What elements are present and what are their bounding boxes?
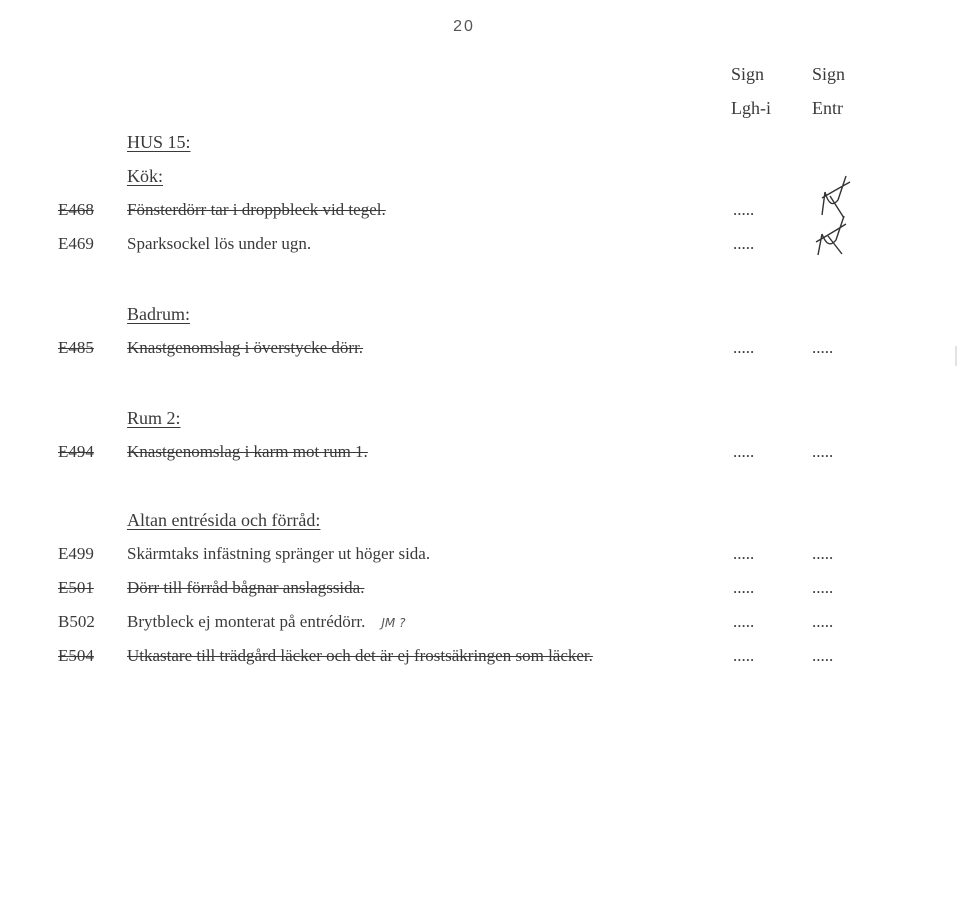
scan-edge-mark	[955, 346, 957, 366]
sign-lgh: .....	[733, 646, 755, 665]
header-sign-lgh-line1: Sign	[731, 64, 765, 84]
section-heading-kok	[127, 166, 163, 187]
section-colon: :	[158, 166, 164, 186]
section-heading-altan	[127, 510, 320, 531]
item-code: E499	[58, 544, 94, 563]
section-heading-rum2	[127, 408, 181, 429]
section-colon: :	[185, 304, 191, 324]
section-colon: :	[175, 408, 181, 428]
sign-lgh: .....	[733, 578, 755, 597]
sign-lgh: .....	[733, 338, 755, 357]
header-sign-entr-line2: Entr	[812, 98, 843, 118]
header-sign-lgh-line2: Lgh-i	[731, 98, 771, 118]
item-text: Skärmtaks infästning spränger ut höger sida.	[127, 544, 431, 563]
handwritten-note: JM ?	[381, 616, 406, 630]
list-item	[0, 578, 960, 602]
item-text: Knastgenomslag i överstycke dörr.	[127, 338, 364, 357]
item-code: E468	[58, 200, 94, 219]
house-colon: :	[185, 132, 191, 152]
house-label: HUS 15	[127, 132, 186, 152]
item-text: Brytbleck ej monterat på entrédörr.	[127, 612, 366, 631]
list-item	[0, 612, 960, 636]
sign-lgh: .....	[733, 612, 755, 631]
list-item	[0, 442, 960, 466]
sign-lgh: .....	[733, 442, 755, 461]
list-item	[0, 544, 960, 568]
item-text: Utkastare till trädgård läcker och det är ej frostsäkringen som läcker.	[127, 646, 593, 665]
handwritten-signature	[800, 170, 870, 270]
list-item	[0, 646, 960, 670]
item-code: E485	[58, 338, 94, 357]
sign-entr: .....	[812, 612, 834, 631]
item-text: Fönsterdörr tar i droppbleck vid tegel.	[127, 200, 386, 219]
sign-entr: .....	[812, 578, 834, 597]
section-title: Rum 2	[127, 408, 176, 428]
sign-entr: .....	[812, 442, 834, 461]
list-item	[0, 338, 960, 362]
sign-lgh: .....	[733, 234, 755, 253]
item-code: E501	[58, 578, 94, 597]
item-text: Knastgenomslag i karm mot rum 1.	[127, 442, 368, 461]
item-code: E504	[58, 646, 94, 665]
item-text: Dörr till förråd bågnar anslagssida.	[127, 578, 365, 597]
sign-entr: .....	[812, 646, 834, 665]
page-number: 20	[453, 18, 475, 35]
header-sign-entr-line1: Sign	[812, 64, 846, 84]
item-text: Sparksockel lös under ugn.	[127, 234, 312, 253]
section-title: Kök	[127, 166, 158, 186]
sign-lgh: .....	[733, 544, 755, 563]
sign-entr: .....	[812, 338, 834, 357]
item-code: E494	[58, 442, 94, 461]
sign-entr: .....	[812, 544, 834, 563]
item-code: E469	[58, 234, 94, 253]
item-code: B502	[58, 612, 95, 631]
section-heading-badrum	[127, 304, 190, 325]
sign-lgh: .....	[733, 200, 755, 219]
section-colon: :	[315, 510, 321, 530]
house-heading	[127, 132, 191, 153]
section-title: Badrum	[127, 304, 185, 324]
section-title: Altan entrésida och förråd	[127, 510, 316, 530]
item-text-with-note	[127, 612, 405, 632]
